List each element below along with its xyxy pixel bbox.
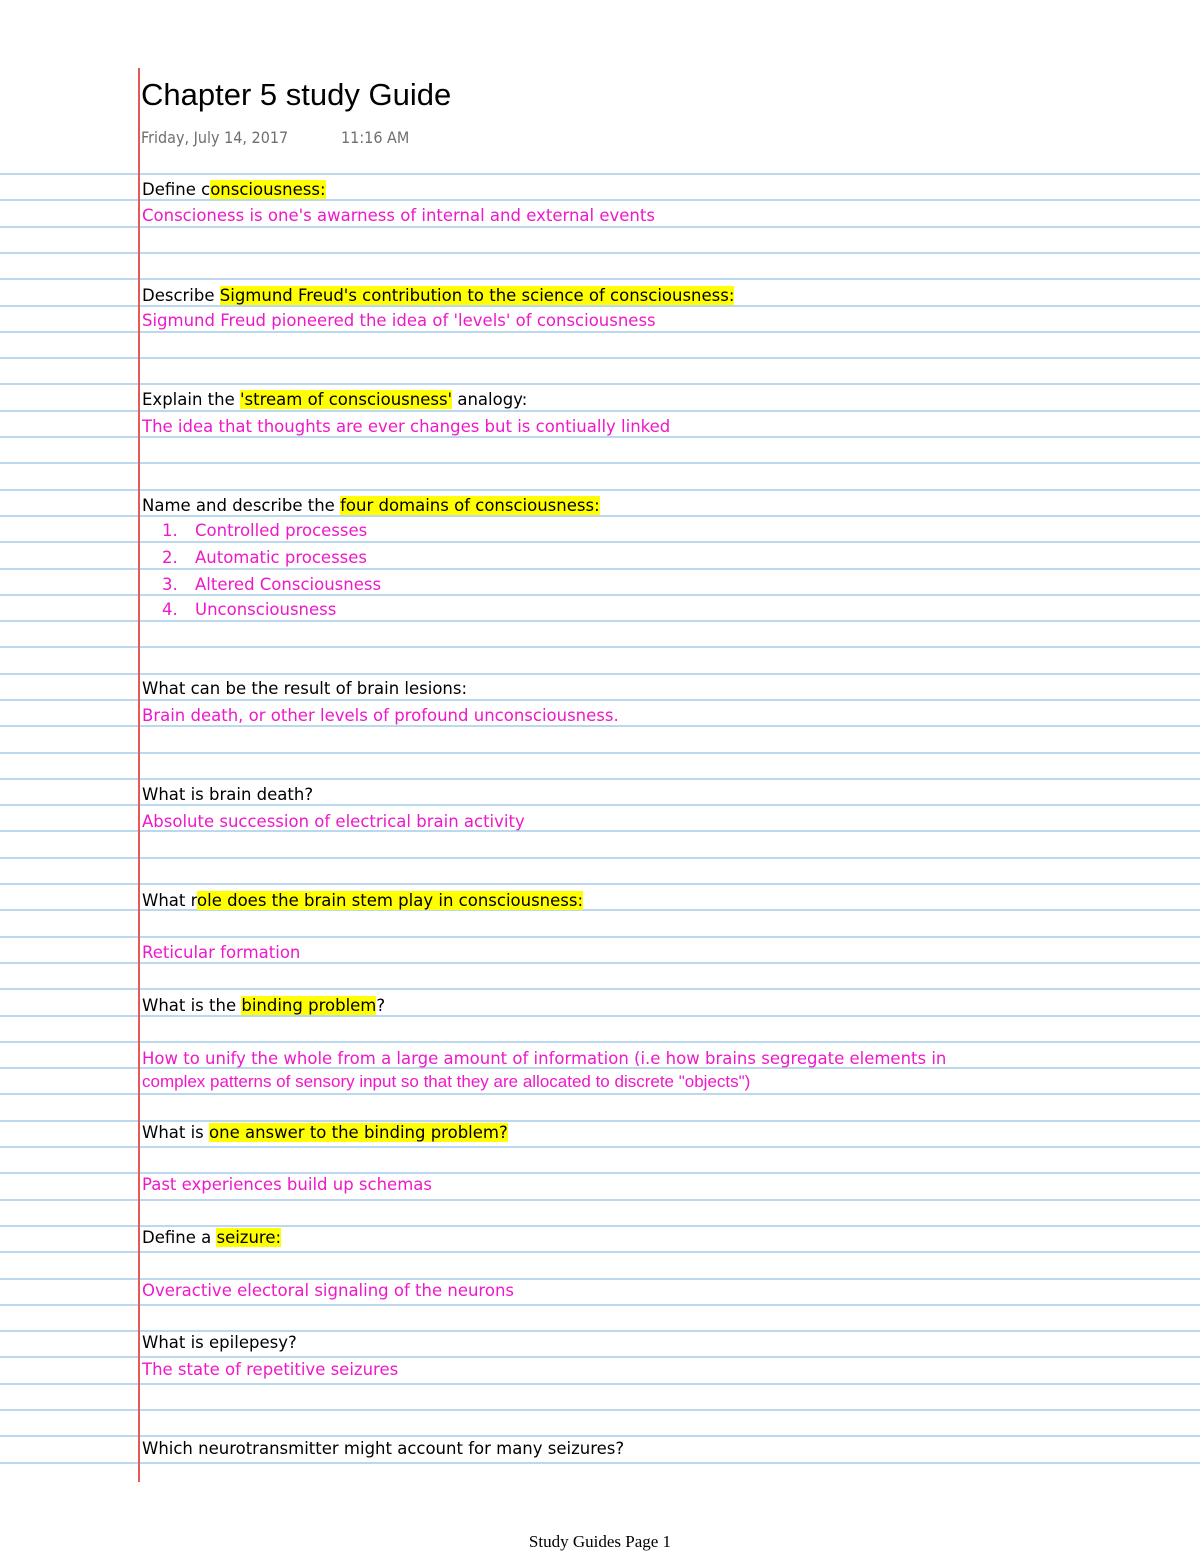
- ruled-line: [0, 1225, 1200, 1227]
- answer-binding-answer: Past experiences build up schemas: [142, 1175, 432, 1194]
- ruled-line: [0, 1462, 1200, 1464]
- ruled-line: [0, 226, 1200, 228]
- ruled-line: [0, 1278, 1200, 1280]
- ruled-line: [0, 620, 1200, 622]
- question-neurotransmitter: Which neurotransmitter might account for many seizures?: [142, 1439, 625, 1458]
- ruled-line: [0, 1172, 1200, 1174]
- question-seizure: [142, 1228, 281, 1248]
- ruled-line: [0, 646, 1200, 648]
- ruled-line: [0, 1356, 1200, 1358]
- ruled-line: [0, 1330, 1200, 1332]
- page-time: 11:16 AM: [341, 128, 410, 147]
- answer-brain-stem: Reticular formation: [142, 943, 301, 962]
- highlighted-text: four domains of consciousness:: [340, 496, 600, 515]
- ruled-line: [0, 410, 1200, 412]
- highlighted-text: one answer to the binding problem?: [209, 1123, 508, 1142]
- question-binding-answer: [142, 1123, 508, 1143]
- question-text: What is: [142, 1123, 210, 1142]
- ruled-line: [0, 173, 1200, 175]
- question-stream: [142, 390, 527, 410]
- ruled-line: [0, 462, 1200, 464]
- ruled-line: [0, 752, 1200, 754]
- question-text-end: ?: [376, 996, 386, 1015]
- ruled-line: [0, 1251, 1200, 1253]
- ruled-line: [0, 1304, 1200, 1306]
- question-brain-death: What is brain death?: [142, 785, 314, 804]
- answer-epilepsy: The state of repetitive seizures: [142, 1360, 399, 1379]
- ruled-line: [0, 331, 1200, 333]
- question-epilepsy: What is epilepesy?: [142, 1333, 297, 1352]
- ruled-line: [0, 383, 1200, 385]
- answer-stream: The idea that thoughts are ever changes but is contiually linked: [142, 417, 671, 436]
- ruled-line: [0, 1093, 1200, 1095]
- question-text-end: analogy:: [452, 390, 528, 409]
- ruled-line: [0, 857, 1200, 859]
- page-title: Chapter 5 study Guide: [141, 77, 452, 112]
- question-text: Define a: [142, 1228, 217, 1247]
- ruled-line: [0, 883, 1200, 885]
- page-date: Friday, July 14, 2017: [141, 128, 289, 147]
- question-text: Name and describe the: [142, 496, 341, 515]
- ruled-line: [0, 1120, 1200, 1122]
- ruled-line: [0, 541, 1200, 543]
- list-item: 1. Controlled processes: [162, 521, 368, 540]
- ruled-line: [0, 1435, 1200, 1437]
- answer-seizure: Overactive electoral signaling of the neurons: [142, 1281, 515, 1300]
- highlighted-text: Sigmund Freud's contribution to the science of consciousness:: [219, 286, 735, 305]
- ruled-line: [0, 1383, 1200, 1385]
- ruled-line: [0, 252, 1200, 254]
- question-four-domains: [142, 496, 600, 516]
- ruled-line: [0, 278, 1200, 280]
- highlighted-text: seizure:: [216, 1228, 282, 1247]
- ruled-line: [0, 489, 1200, 491]
- list-item: 4. Unconsciousness: [162, 600, 337, 619]
- margin-line: [138, 68, 140, 1482]
- question-brain-stem: [142, 891, 583, 911]
- question-binding-problem: [142, 996, 385, 1016]
- question-text: What r: [142, 891, 198, 910]
- highlighted-text: 'stream of consciousness': [239, 390, 453, 409]
- answer-binding-problem-line1: How to unify the whole from a large amount of information (i.e how brains segregate elements in: [142, 1049, 947, 1068]
- question-brain-lesions: What can be the result of brain lesions:: [142, 679, 468, 698]
- answer-brain-lesions: Brain death, or other levels of profound unconsciousness.: [142, 706, 619, 725]
- question-text: Define c: [142, 180, 211, 199]
- ruled-line: [0, 1409, 1200, 1411]
- question-text: Explain the: [142, 390, 240, 409]
- ruled-line: [0, 988, 1200, 990]
- highlighted-text: ole does the brain stem play in consciousness:: [197, 891, 584, 910]
- ruled-line: [0, 778, 1200, 780]
- answer-brain-death: Absolute succession of electrical brain activity: [142, 812, 525, 831]
- highlighted-text: binding problem: [241, 996, 377, 1015]
- ruled-line: [0, 1199, 1200, 1201]
- list-item: 2. Automatic processes: [162, 548, 368, 567]
- list-item: 3. Altered Consciousness: [162, 575, 382, 594]
- question-text: Describe: [142, 286, 220, 305]
- question-freud: [142, 286, 734, 306]
- question-text: What is the: [142, 996, 242, 1015]
- answer-freud: Sigmund Freud pioneered the idea of 'levels' of consciousness: [142, 311, 656, 330]
- ruled-line: [0, 699, 1200, 701]
- answer-binding-problem-line2: complex patterns of sensory input so that they are allocated to discrete "objects"): [142, 1072, 751, 1091]
- ruled-line: [0, 357, 1200, 359]
- highlighted-text: onsciousness:: [210, 180, 326, 199]
- ruled-line: [0, 1041, 1200, 1043]
- ruled-line: [0, 568, 1200, 570]
- ruled-line: [0, 936, 1200, 938]
- answer-define-consciousness: Conscioness is one's awarness of internal and external events: [142, 206, 655, 225]
- ruled-line: [0, 673, 1200, 675]
- ruled-line: [0, 1146, 1200, 1148]
- question-define-consciousness: [142, 180, 326, 200]
- page-footer: Study Guides Page 1: [528, 1532, 672, 1551]
